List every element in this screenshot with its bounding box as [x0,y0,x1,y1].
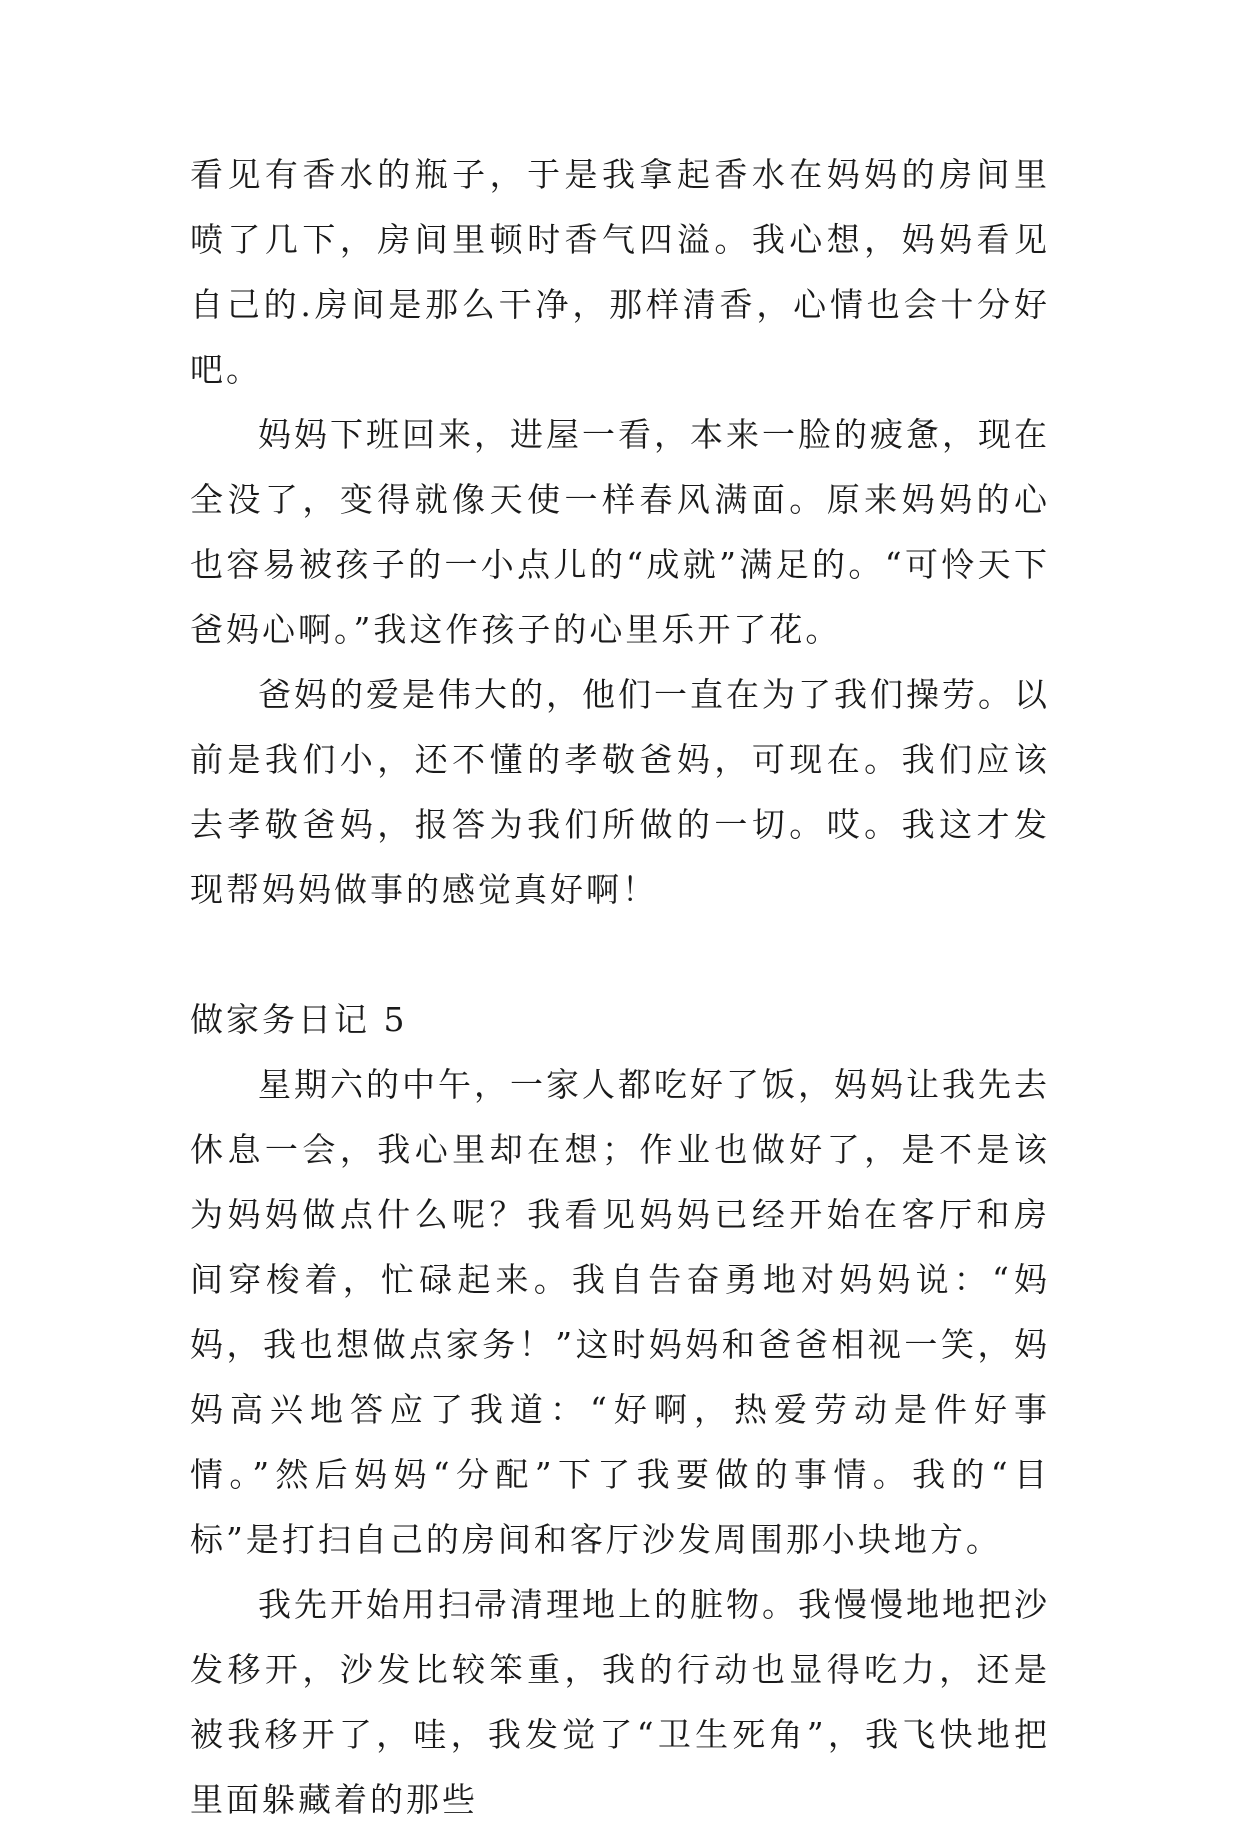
document-body [190,142,1050,1832]
paragraph-saturday-noon: 星期六的中午，一家人都吃好了饭，妈妈让我先去休息一会，我心里却在想；作业也做好了，是不是该为妈妈做点什么呢？我看见妈妈已经开始在客厅和房间穿梭着，忙碌起来。我自告奋勇地对妈妈说：“妈妈，我也想做点家务！”这时妈妈和爸爸相视一笑，妈妈高兴地答应了我道：“好啊，热爱劳动是件好事情。”然后妈妈“分配”下了我要做的事情。我的“目标”是打扫自己的房间和客厅沙发周围那小块地方。 [190,1065,1050,1559]
section-gap [190,922,1050,987]
paragraph-sweeping: 我先开始用扫帚清理地上的脏物。我慢慢地地把沙发移开，沙发比较笨重，我的行动也显得吃力，还是被我移开了，哇，我发觉了“卫生死角”，我飞快地把里面躲藏着的那些 [190,1585,1050,1819]
paragraph-mom-returns: 妈妈下班回来，进屋一看，本来一脸的疲惫，现在全没了，变得就像天使一样春风满面。原来妈妈的心也容易被孩子的一小点儿的“成就”满足的。“可怜天下爸妈心啊。”我这作孩子的心里乐开了花。 [190,415,1050,649]
paragraph-parents-love: 爸妈的爱是伟大的，他们一直在为了我们操劳。以前是我们小，还不懂的孝敬爸妈，可现在。我们应该去孝敬爸妈，报答为我们所做的一切。哎。我这才发现帮妈妈做事的感觉真好啊！ [190,675,1050,909]
paragraph-continued: 看见有香水的瓶子，于是我拿起香水在妈妈的房间里喷了几下，房间里顿时香气四溢。我心想，妈妈看见自己的.房间是那么干净，那样清香，心情也会十分好吧。 [190,155,1050,389]
section-title: 做家务日记 5 [190,1000,408,1039]
